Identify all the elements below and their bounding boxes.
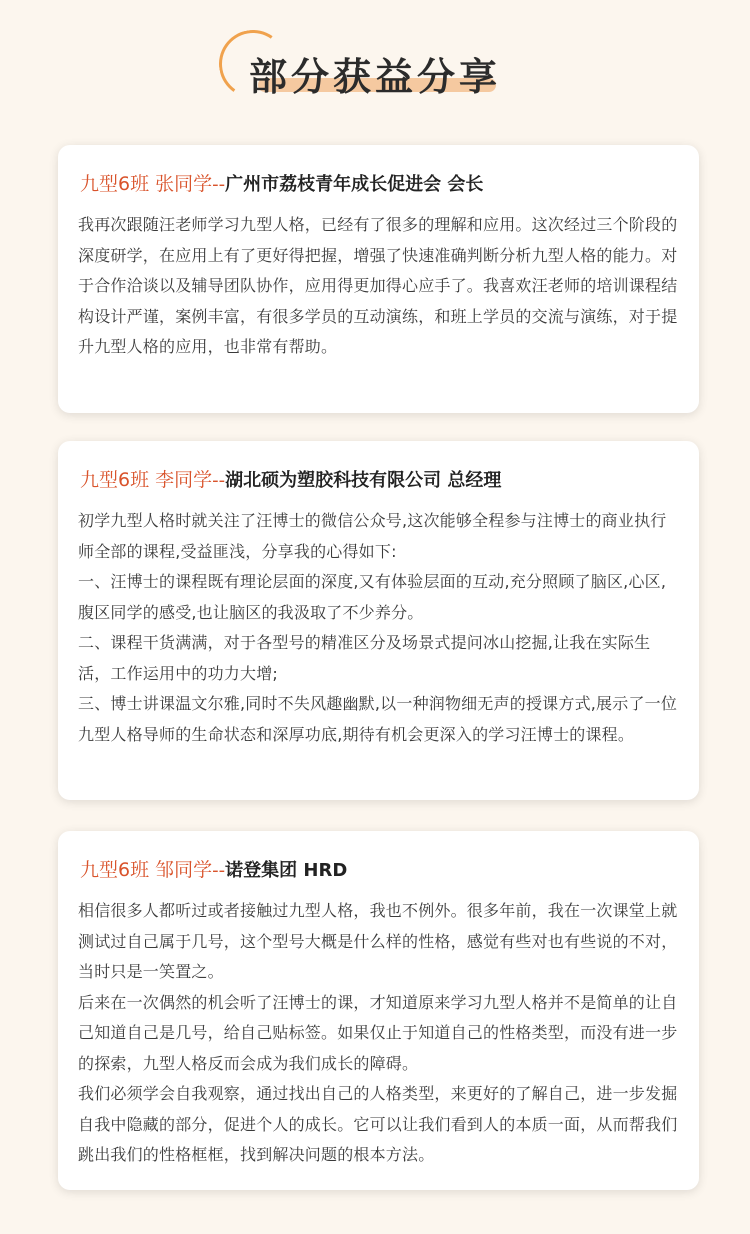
card-header: [80, 169, 679, 200]
student-name: 九型6班 邹同学: [80, 859, 213, 881]
name-separator: --: [212, 470, 226, 491]
student-name: 九型6班 李同学: [80, 469, 213, 491]
testimonial-card: [58, 145, 699, 413]
student-organization: 湖北硕为塑胶科技有限公司 总经理: [225, 470, 502, 491]
card-header: [80, 465, 679, 496]
student-name: 九型6班 张同学: [80, 173, 213, 195]
card-body: [78, 210, 679, 363]
card-body: [78, 896, 679, 1171]
name-separator: --: [212, 860, 226, 881]
student-organization: 诺登集团 HRD: [225, 860, 348, 881]
testimonial-paragraph: 一、汪博士的课程既有理论层面的深度,又有体验层面的互动,充分照顾了脑区,心区,腹区同学的感受,也让脑区的我汲取了不少养分。: [78, 572, 667, 622]
testimonial-card: [58, 831, 699, 1190]
page-title: 部分获益分享: [248, 55, 501, 99]
testimonial-paragraph: 二、课程干货满满，对于各型号的精准区分及场景式提问冰山挖掘,让我在实际生活，工作运用中的功力大增;: [78, 633, 651, 683]
testimonial-paragraph: 相信很多人都听过或者接触过九型人格，我也不例外。很多年前，我在一次课堂上就测试过自己属于几号，这个型号大概是什么样的性格，感觉有些对也有些说的不对，当时只是一笑置之。: [78, 901, 678, 981]
testimonial-paragraph: 后来在一次偶然的机会听了汪博士的课，才知道原来学习九型人格并不是简单的让自己知道自己是几号，给自己贴标签。如果仅止于知道自己的性格类型，而没有进一步的探索，九型人格反而会成为我们成长的障碍。: [78, 992, 678, 1073]
testimonial-paragraph: 三、博士讲课温文尔雅,同时不失风趣幽默,以一种润物细无声的授课方式,展示了一位九型人格导师的生命状态和深厚功底,期待有机会更深入的学习汪博士的课程。: [78, 694, 678, 744]
testimonial-paragraph: 我再次跟随汪老师学习九型人格，已经有了很多的理解和应用。这次经过三个阶段的深度研学，在应用上有了更好得把握，增强了快速准确判断分析九型人格的能力。对于合作洽谈以及辅导团队协作，应用得更加得心应手了。我喜欢汪老师的培训课程结构设计严谨，案例丰富，有很多学员的互动演练，和班上学员的交流与演练，对于提升九型人格的应用，也非常有帮助。: [78, 215, 678, 356]
testimonial-card: [58, 441, 699, 800]
student-organization: 广州市荔枝青年成长促进会 会长: [225, 174, 484, 195]
testimonial-paragraph: 初学九型人格时就关注了汪博士的微信公众号,这次能够全程参与注博士的商业执行师全部的课程,受益匪浅，分享我的心得如下:: [78, 511, 667, 561]
testimonial-paragraph: 我们必须学会自我观察，通过找出自己的人格类型，来更好的了解自己，进一步发掘自我中隐藏的部分，促进个人的成长。它可以让我们看到人的本质一面，从而帮我们跳出我们的性格框框，找到解决问题的根本方法。: [78, 1084, 678, 1164]
name-separator: --: [212, 174, 226, 195]
card-header: [80, 855, 679, 886]
title-area: [0, 28, 750, 108]
card-body: [78, 506, 679, 750]
